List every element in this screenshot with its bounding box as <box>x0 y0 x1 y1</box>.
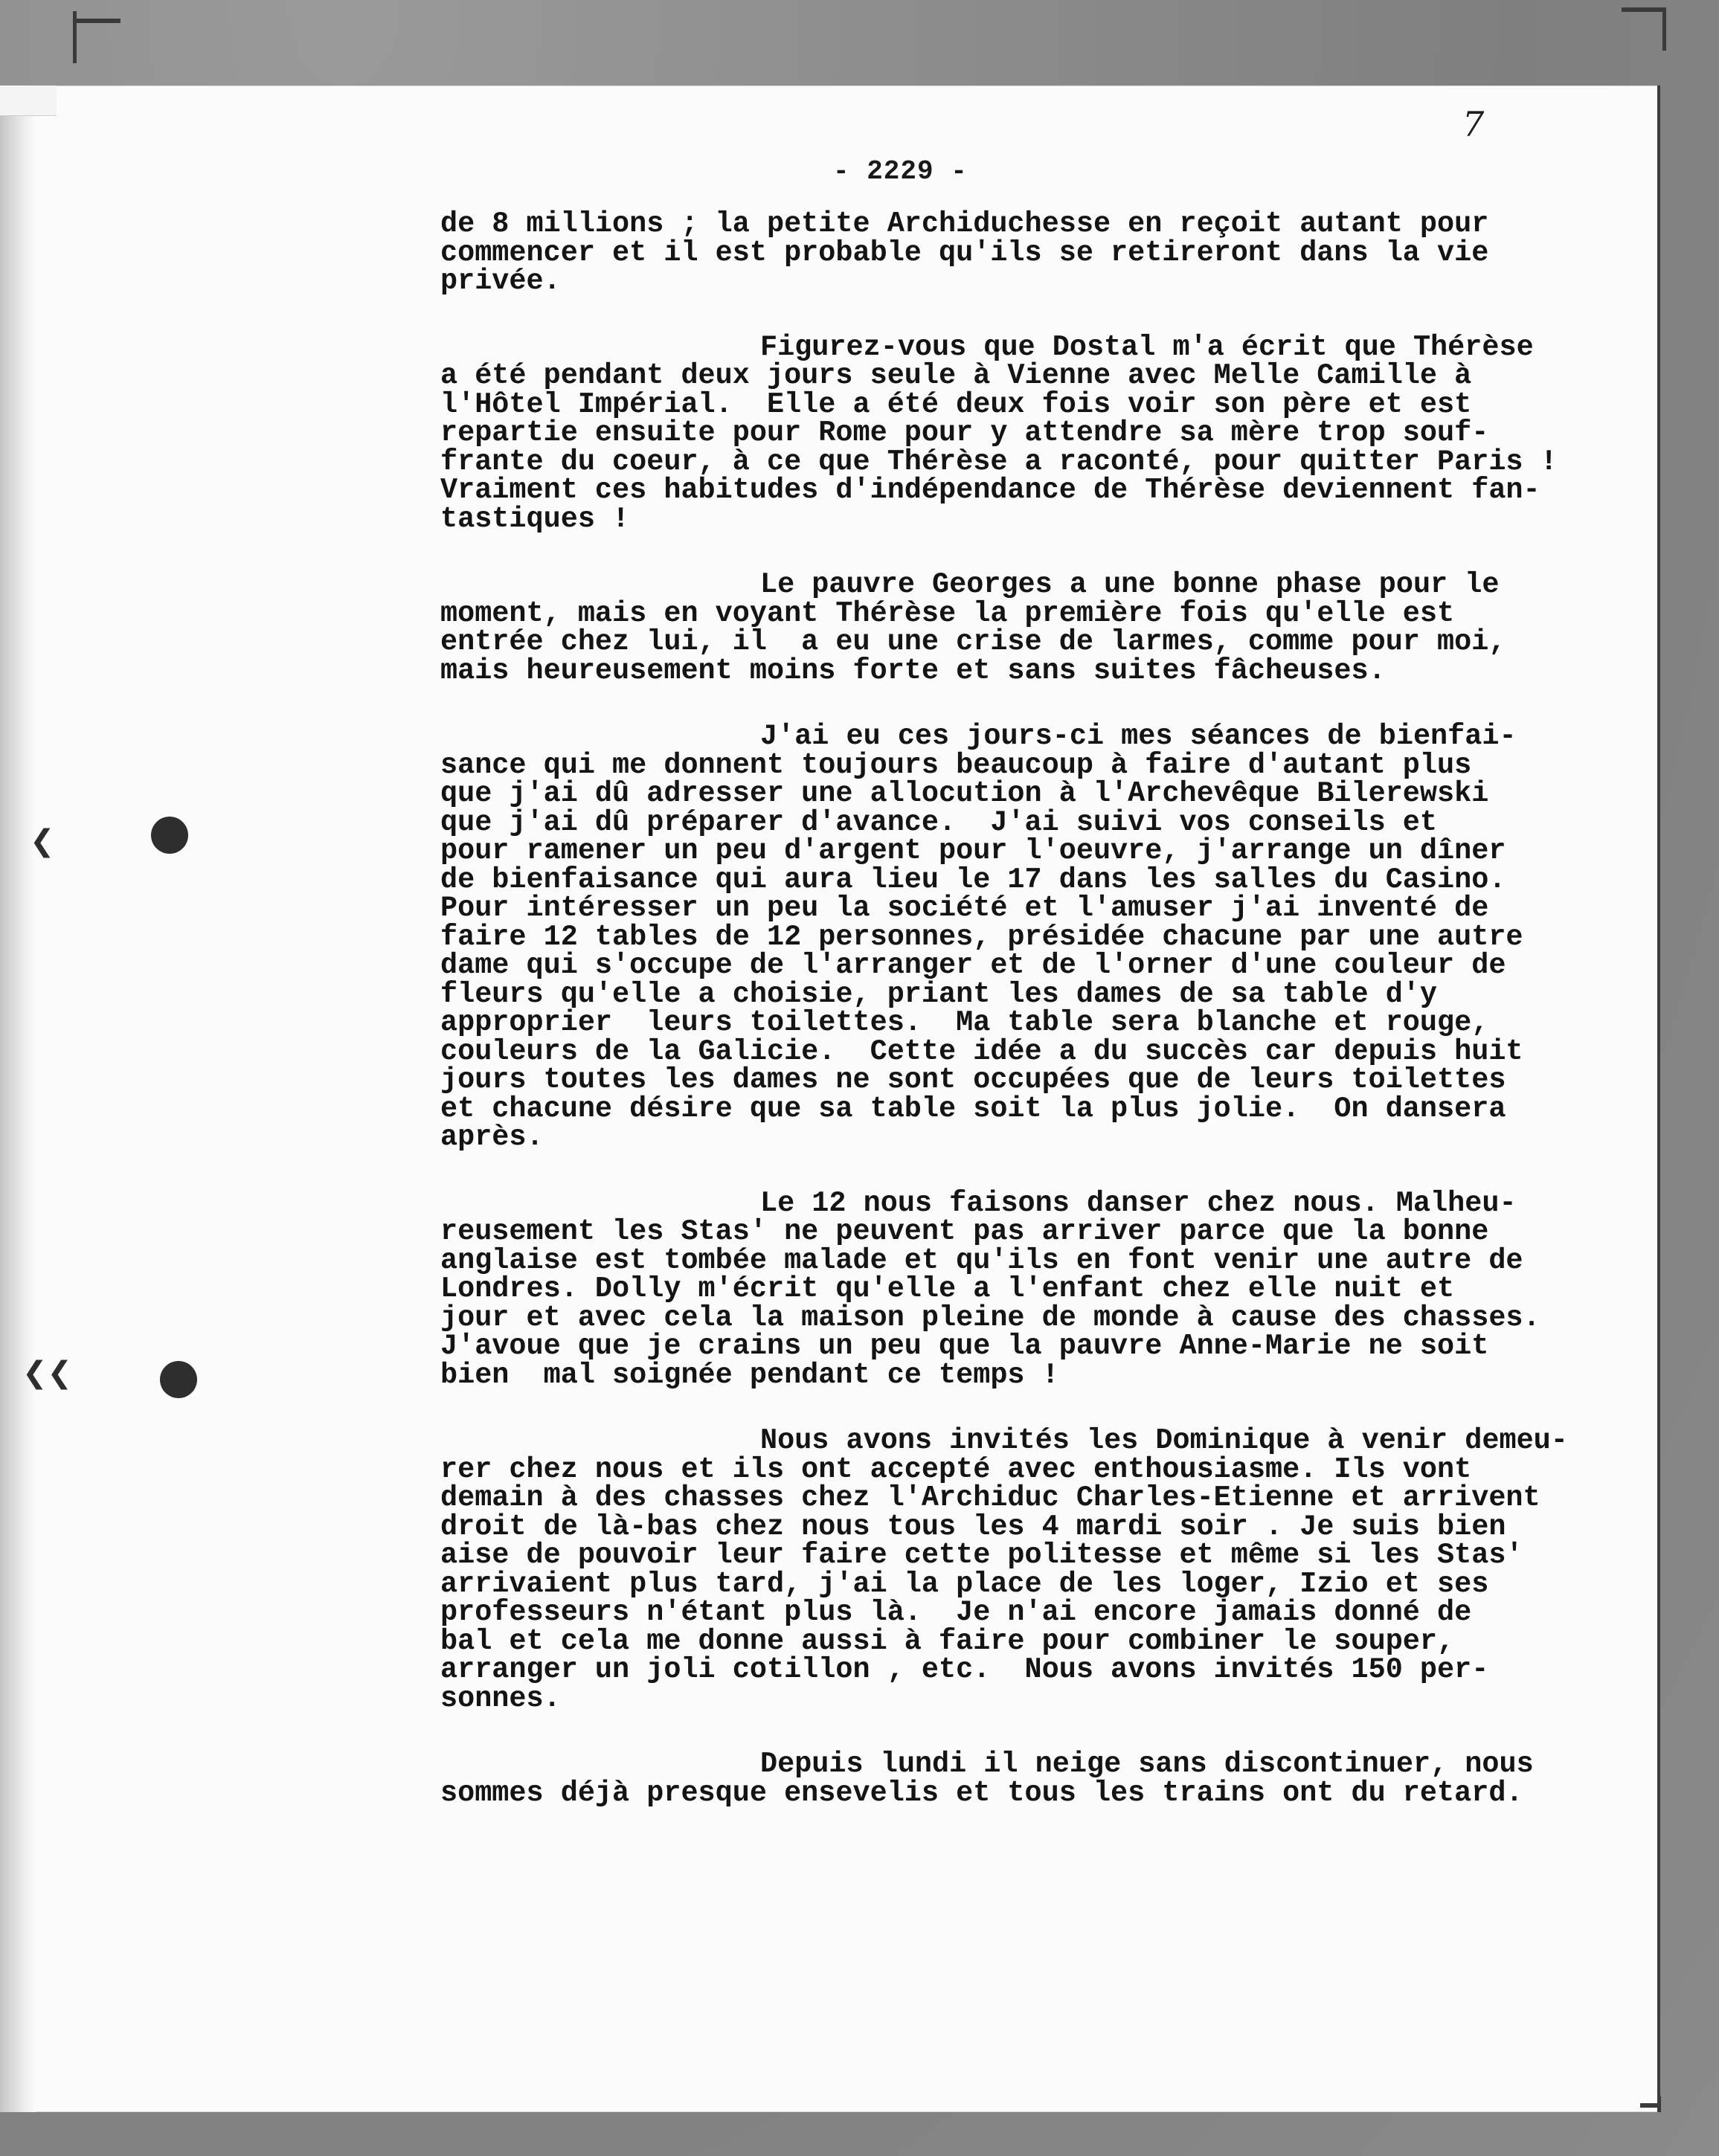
text-line: Londres. Dolly m'écrit qu'elle a l'enfant chez elle nuit et <box>440 1272 1455 1305</box>
text-line: couleurs de la Galicie. Cette idée a du succès car depuis huit <box>440 1034 1523 1068</box>
paragraph <box>440 722 1660 1152</box>
text-line: après. <box>440 1121 544 1153</box>
text-line: Vraiment ces habitudes d'indépendance de Thérèse deviennent fan- <box>440 474 1540 506</box>
text-line: et chacune désire que sa table soit la plus jolie. On dansera <box>440 1092 1506 1125</box>
text-line: Depuis lundi il neige sans discontinuer, nous <box>760 1748 1534 1780</box>
text-line: anglaise est tombée malade et qu'ils en font venir une autre de <box>440 1243 1523 1277</box>
paragraph <box>440 1426 1660 1713</box>
text-line: jours toutes les dames ne sont occupées que de leurs toilettes <box>440 1063 1506 1096</box>
text-line: bal et cela me donne aussi à faire pour combiner le souper, <box>440 1624 1455 1658</box>
crop-mark-bottom-right-vertical <box>1657 2096 1661 2112</box>
text-line: que j'ai dû préparer d'avance. J'ai suivi vos conseils et <box>440 805 1438 839</box>
text-line: frante du coeur, à ce que Thérèse a raconté, pour quitter Paris ! <box>440 445 1558 478</box>
text-line: l'Hôtel Impérial. Elle a été deux fois voir son père et est <box>440 387 1472 421</box>
text-line: droit de là-bas chez nous tous les 4 mardi soir . Je suis bien <box>440 1510 1506 1543</box>
binder-tab <box>0 86 57 116</box>
text-line: approprier leurs toilettes. Ma table sera blanche et rouge, <box>440 1006 1489 1039</box>
text-line: sommes déjà presque ensevelis et tous les trains ont du retard. <box>440 1776 1523 1809</box>
text-line: a été pendant deux jours seule à Vienne avec Melle Camille à <box>440 359 1472 392</box>
text-line: professeurs n'étant plus là. Je n'ai encore jamais donné de <box>440 1596 1472 1629</box>
binder-clip-icon: ❮❮ <box>22 1356 73 1390</box>
text-line: rer chez nous et ils ont accepté avec enthousiasme. Ils vont <box>440 1452 1472 1486</box>
paragraph <box>440 570 1660 685</box>
binder-clip-icon: ❮ <box>30 824 55 858</box>
page-left-edge-shadow <box>0 86 36 2112</box>
text-line: arranger un joli cotillon , etc. Nous avons invités 150 per- <box>440 1653 1489 1686</box>
paragraph <box>440 1750 1660 1807</box>
text-line: demain à des chasses chez l'Archiduc Charles-Etienne et arrivent <box>440 1481 1540 1514</box>
crop-mark-top-left-horizontal <box>74 19 121 23</box>
text-line: privée. <box>440 265 561 297</box>
text-line: fleurs qu'elle a choisie, priant les dames de sa table d'y <box>440 977 1438 1011</box>
text-line: Le pauvre Georges a une bonne phase pour le <box>760 568 1500 601</box>
handwritten-folio-number: 7 <box>1462 104 1485 144</box>
text-line: pour ramener un peu d'argent pour l'oeuvre, j'arrange un dîner <box>440 834 1506 867</box>
text-line: jour et avec cela la maison pleine de monde à cause des chasses. <box>440 1301 1540 1334</box>
paragraph <box>440 1186 1660 1391</box>
crop-mark-top-right-vertical <box>1662 7 1666 51</box>
text-line: moment, mais en voyant Thérèse la première fois qu'elle est <box>440 596 1455 630</box>
text-line: J'ai eu ces jours-ci mes séances de bienfai- <box>760 720 1517 753</box>
text-line: reusement les Stas' ne peuvent pas arriver parce que la bonne <box>440 1215 1489 1248</box>
text-line: que j'ai dû adresser une allocution à l'Archevêque Bilerewski <box>440 777 1489 810</box>
text-line: entrée chez lui, il a eu une crise de larmes, comme pour moi, <box>440 625 1506 658</box>
text-line: mais heureusement moins forte et sans suites fâcheuses. <box>440 654 1386 687</box>
text-line: commencer et il est probable qu'ils se retireront dans la vie <box>440 236 1489 269</box>
text-line: aise de pouvoir leur faire cette politesse et même si les Stas' <box>440 1539 1523 1571</box>
crop-mark-top-right-horizontal <box>1622 7 1666 12</box>
text-line: faire 12 tables de 12 personnes, présidée chacune par une autre <box>440 920 1523 953</box>
punch-hole <box>160 1361 197 1398</box>
text-line: bien mal soignée pendant ce temps ! <box>440 1358 1059 1391</box>
text-line: repartie ensuite pour Rome pour y attendre sa mère trop souf- <box>440 416 1489 449</box>
text-line: Pour intéresser un peu la société et l'amuser j'ai inventé de <box>440 892 1489 924</box>
punch-hole <box>151 817 188 854</box>
paragraph <box>440 207 1660 297</box>
letter-body <box>440 207 1660 1844</box>
text-line: Le 12 nous faisons danser chez nous. Malheu- <box>760 1186 1517 1220</box>
text-line: Figurez-vous que Dostal m'a écrit que Thérèse <box>760 330 1534 364</box>
paragraph <box>440 330 1660 535</box>
text-line: de 8 millions ; la petite Archiduchesse en reçoit autant pour <box>440 207 1489 240</box>
text-line: J'avoue que je crains un peu que la pauvre Anne-Marie ne soit <box>440 1330 1489 1362</box>
typed-page-number: - 2229 - <box>833 156 968 187</box>
text-line: dame qui s'occupe de l'arranger et de l'orner d'une couleur de <box>440 949 1506 982</box>
text-line: arrivaient plus tard, j'ai la place de les loger, Izio et ses <box>440 1567 1489 1600</box>
text-line: tastiques ! <box>440 502 630 535</box>
text-line: sonnes. <box>440 1682 561 1715</box>
text-line: sance qui me donnent toujours beaucoup à faire d'autant plus <box>440 748 1472 782</box>
text-line: de bienfaisance qui aura lieu le 17 dans les salles du Casino. <box>440 863 1506 896</box>
text-line: Nous avons invités les Dominique à venir demeu- <box>760 1424 1568 1457</box>
